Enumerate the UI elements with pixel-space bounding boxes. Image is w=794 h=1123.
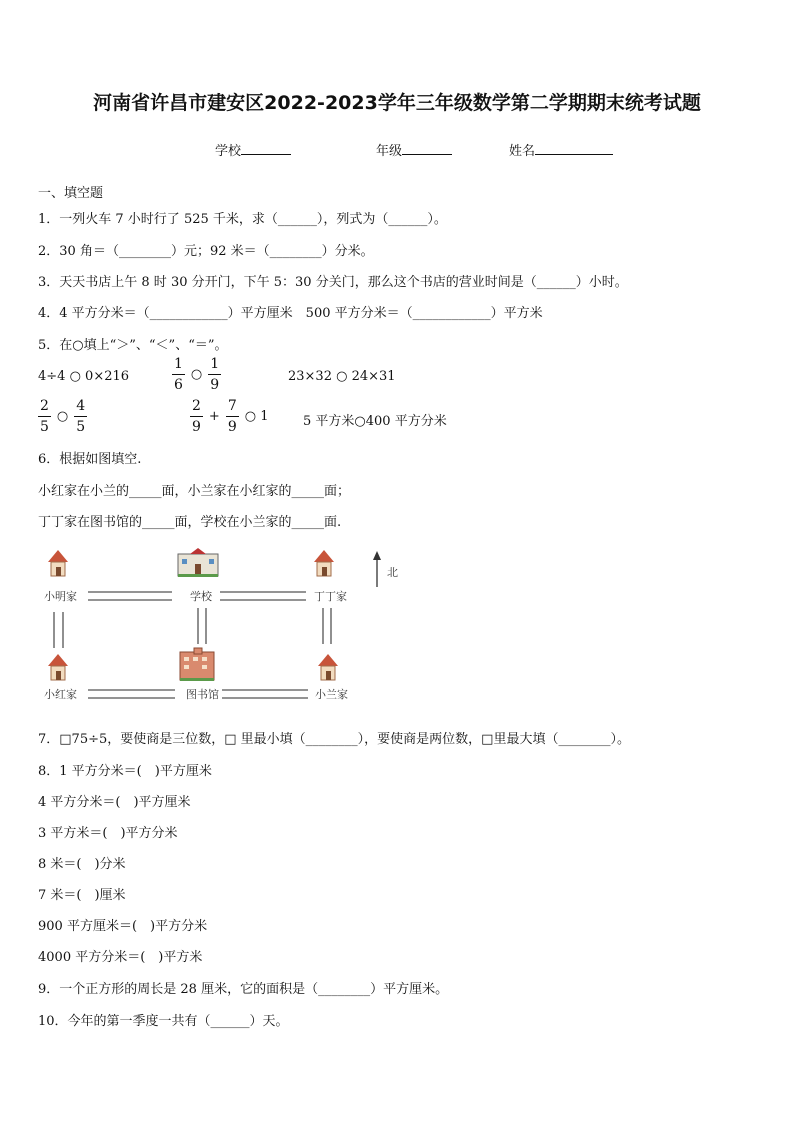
- house-icon: [318, 654, 338, 680]
- compare-circle: ○: [56, 409, 69, 424]
- question-2: 2．30 角＝（________）元；92 米＝（________）分米。: [38, 244, 374, 259]
- compare-c: 23×32 ○ 24×31: [288, 369, 396, 384]
- label-xiaohong: 小红家: [44, 688, 77, 701]
- question-6-line-a: 小红家在小兰的_____面，小兰家在小红家的_____面；: [38, 484, 351, 499]
- grade-field: [376, 140, 452, 159]
- section-heading: 一、填空题: [38, 186, 104, 201]
- road-vert-mid: [198, 608, 206, 644]
- name-label: 姓名: [509, 144, 536, 159]
- fraction: $\frac{1}{9}$: [210, 356, 220, 393]
- road-bottom-right: [222, 690, 308, 698]
- label-dingding: 丁丁家: [314, 590, 347, 603]
- compare-tail: ○ 1: [244, 409, 269, 424]
- question-4: 4．4 平方分米＝（____________）平方厘米 500 平方分米＝（____________）平方米: [38, 306, 543, 321]
- road-top-right: [220, 592, 306, 600]
- question-8: 8．1 平方分米＝( )平方厘米: [38, 764, 212, 779]
- north-arrow-icon: [373, 551, 381, 587]
- question-1: 1．一列火车 7 小时行了 525 千米，求（______），列式为（______）。: [38, 212, 447, 227]
- school-blank[interactable]: [241, 141, 291, 155]
- question-10: 10．今年的第一季度一共有（______）天。: [38, 1014, 289, 1029]
- compare-d: [38, 399, 87, 434]
- fraction: $\frac{2}{9}$: [192, 398, 201, 435]
- road-top-left: [88, 592, 172, 600]
- page-title: 河南省许昌市建安区2022-2023学年三年级数学第二学期期末统考试题: [93, 92, 701, 114]
- compare-f: 5 平方米○400 平方分米: [303, 414, 447, 429]
- question-5: 5．在○填上“＞”、“＜”、“＝”。: [38, 338, 228, 353]
- road-vert-left: [54, 612, 63, 648]
- question-8-f: 900 平方厘米＝( )平方分米: [38, 919, 208, 934]
- school-field: [215, 140, 291, 159]
- compare-circle: ○: [190, 367, 203, 382]
- grade-label: 年级: [376, 144, 403, 159]
- label-xiaolan: 小兰家: [315, 688, 348, 701]
- plus-sign: +: [208, 409, 220, 424]
- name-field: [509, 140, 613, 159]
- question-8-b: 4 平方分米＝( )平方厘米: [38, 795, 191, 810]
- question-7: 7．□75÷5，要使商是三位数，□ 里最小填（________），要使商是两位数，□里最大填（________）。: [38, 732, 630, 747]
- name-blank[interactable]: [535, 141, 613, 155]
- question-3: 3．天天书店上午 8 时 30 分开门，下午 5：30 分关门，那么这个书店的营业时间是（______）小时。: [38, 275, 628, 290]
- label-xiaoming: 小明家: [44, 590, 77, 603]
- road-vert-right: [323, 608, 331, 644]
- question-8-c: 3 平方米＝( )平方分米: [38, 826, 178, 841]
- road-bottom-left: [88, 690, 175, 698]
- school-building-icon: [178, 548, 218, 577]
- question-9: 9．一个正方形的周长是 28 厘米，它的面积是（________）平方厘米。: [38, 982, 449, 997]
- fraction: $\frac{7}{9}$: [227, 398, 237, 435]
- question-8-g: 4000 平方分米＝( )平方米: [38, 950, 203, 965]
- house-icon: [48, 550, 68, 576]
- fraction: $\frac{4}{5}$: [76, 398, 86, 435]
- question-8-e: 7 米＝( )厘米: [38, 888, 126, 903]
- house-icon: [48, 654, 68, 680]
- compare-b: [172, 357, 221, 392]
- school-label: 学校: [215, 144, 242, 159]
- north-label: 北: [387, 566, 398, 579]
- label-school: 学校: [190, 590, 212, 603]
- question-6: 6．根据如图填空.: [38, 452, 142, 467]
- compare-a: 4÷4 ○ 0×216: [38, 369, 130, 384]
- compare-e: [190, 399, 269, 434]
- label-library: 图书馆: [186, 688, 219, 701]
- question-6-line-b: 丁丁家在图书馆的_____面，学校在小兰家的_____面.: [38, 515, 342, 530]
- question-8-d: 8 米＝( )分米: [38, 857, 126, 872]
- fraction: $\frac{2}{5}$: [40, 398, 49, 435]
- house-icon: [314, 550, 334, 576]
- fraction: $\frac{1}{6}$: [174, 356, 183, 393]
- direction-map: [30, 540, 430, 715]
- grade-blank[interactable]: [402, 141, 452, 155]
- library-building-icon: [180, 648, 214, 681]
